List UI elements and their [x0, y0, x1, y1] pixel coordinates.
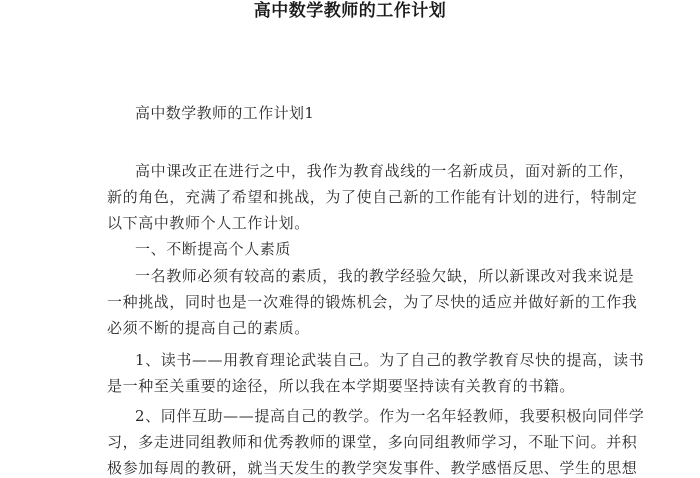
paragraph-line: 必须不断的提高自己的素质。	[107, 319, 310, 337]
paragraph-line: 习，多走进同组教师和优秀教师的课堂，多向同组教师学习，不耻下问。并积	[107, 433, 638, 451]
plan-subtitle: 高中数学教师的工作计划1	[135, 104, 315, 122]
paragraph-line: 以下高中教师个人工作计划。	[107, 214, 310, 232]
paragraph-line: 2、同伴互助——提高自己的教学。作为一名年轻教师，我要积极向同伴学	[135, 407, 645, 425]
paragraph-line: 一名教师必须有较高的素质，我的教学经验欠缺，所以新课改对我来说是	[135, 267, 635, 285]
section-heading: 一、不断提高个人素质	[135, 240, 292, 258]
paragraph-line: 1、读书——用教育理论武装自己。为了自己的教学教育尽快的提高，读书	[135, 351, 645, 369]
document-title: 高中数学教师的工作计划	[253, 1, 447, 21]
paragraph-line: 新的角色，充满了希望和挑战，为了使自己新的工作能有计划的进行，特制定	[107, 188, 638, 206]
paragraph-line: 高中课改正在进行之中，我作为教育战线的一名新成员，面对新的工作，	[135, 162, 635, 180]
paragraph-line: 一种挑战，同时也是一次难得的锻炼机会，为了尽快的适应并做好新的工作我	[107, 293, 638, 311]
paragraph-line: 是一种至关重要的途径，所以我在本学期要坚持读有关教育的书籍。	[107, 377, 576, 395]
paragraph-line: 极参加每周的教研，就当天发生的教学突发事件、教学感悟反思、学生的思想	[107, 459, 638, 477]
